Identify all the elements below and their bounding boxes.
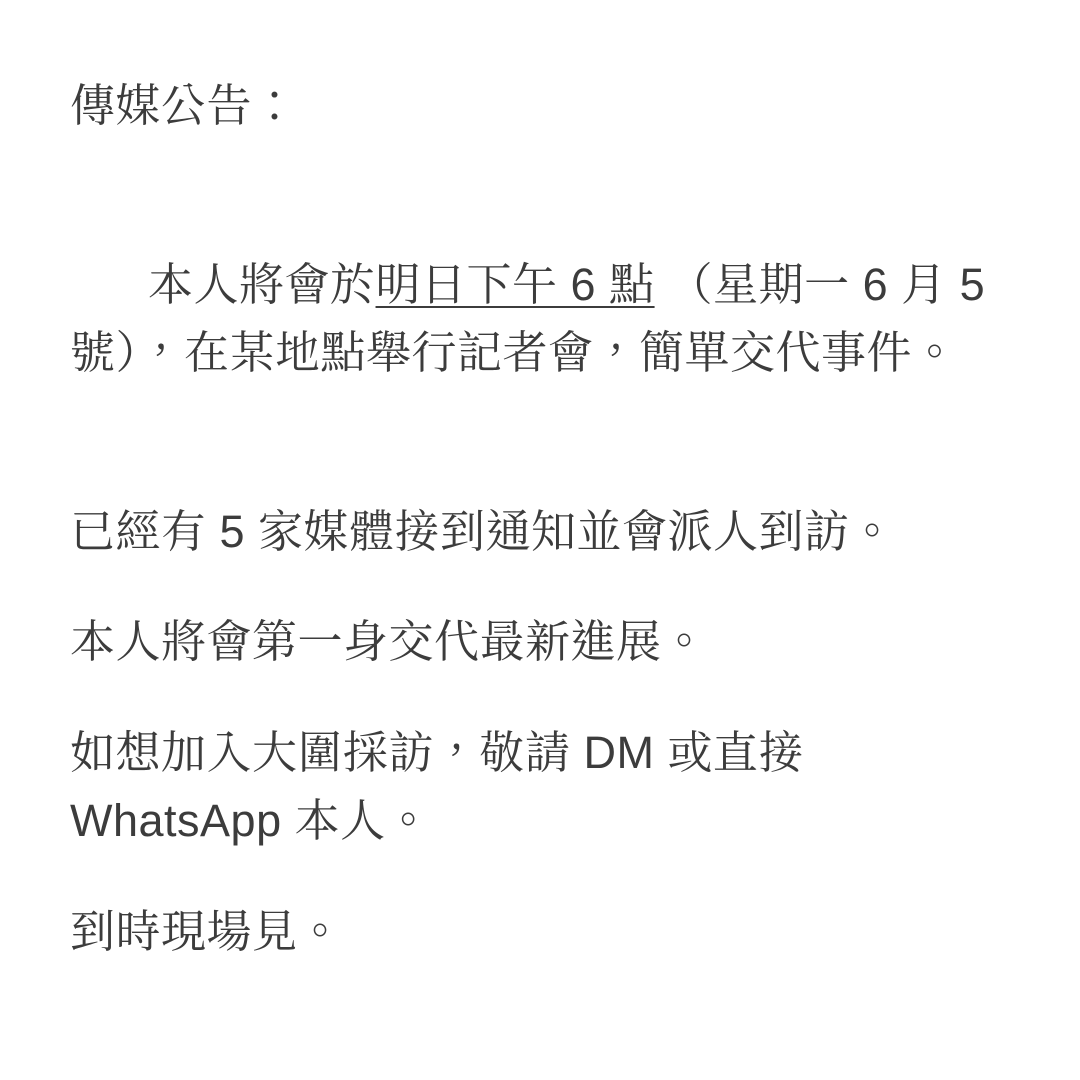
- announcement-heading: 傳媒公告：: [70, 80, 298, 131]
- media-count-paragraph: 已經有 5 家媒體接到通知並會派人到訪。: [70, 505, 896, 557]
- press-announcement: [70, 72, 1010, 966]
- personal-update-paragraph: 本人將會第一身交代最新進展。: [70, 616, 708, 668]
- announcement-time-rest: （星期一 6 月 5 號），在某地點舉行記者會，簡單交代事件。: [70, 258, 999, 379]
- contact-invite-paragraph: 如想加入大圍採訪，敬請 DM 或直接 WhatsApp 本人。: [70, 726, 818, 847]
- announcement-time-paragraph: [70, 182, 1010, 456]
- closing-paragraph: 到時現場見。: [70, 905, 344, 957]
- announcement-time-lead: 本人將會於: [148, 258, 376, 310]
- announcement-time-emphasis: 明日下午 6 點: [375, 258, 655, 310]
